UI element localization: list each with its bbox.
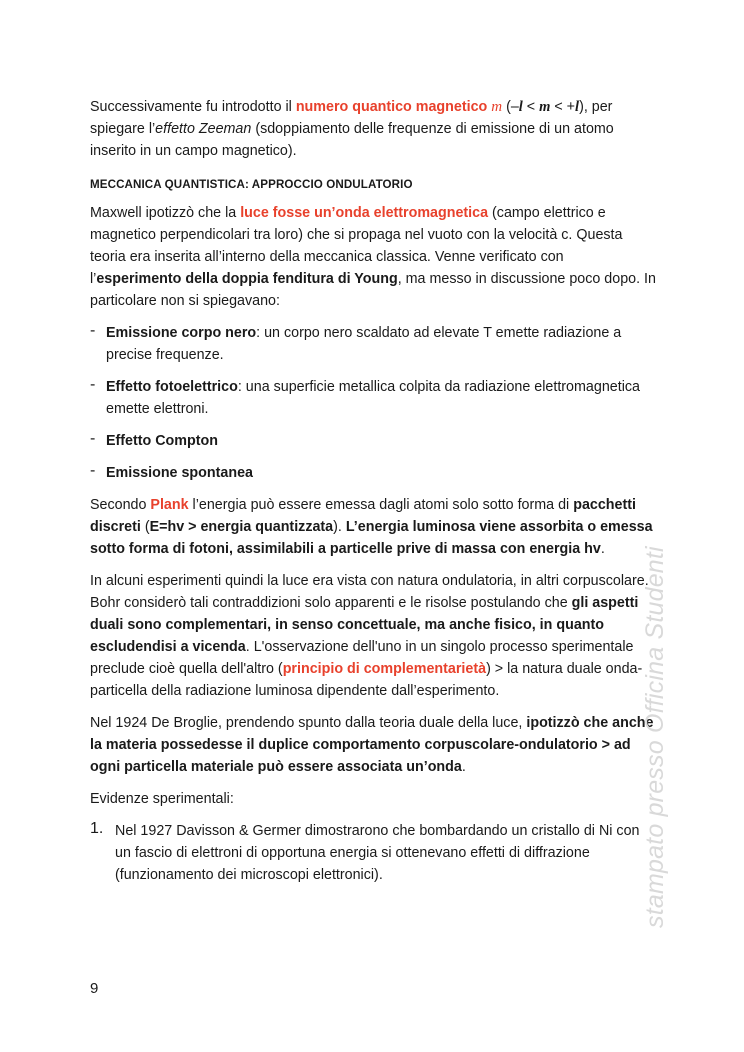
text: Successivamente fu introdotto il <box>90 99 296 115</box>
dash-marker: - <box>90 376 96 393</box>
symbol-l: l <box>575 99 580 115</box>
paragraph-maxwell <box>90 202 656 312</box>
bold-text: gli aspetti duali sono complementari, in senso concettuale, ma anche fisico, in quanto escludendisi a vicenda <box>90 595 639 655</box>
dash-marker: - <box>90 462 96 479</box>
dash-marker: - <box>90 322 96 339</box>
paragraph-magnetic-number <box>90 96 656 162</box>
list-number: 1. <box>90 820 104 837</box>
text: (campo elettrico e magnetico perpendicolari tra loro) che si propaga nel vuoto con la velocità c. Questa teoria era inserita all’interno della meccanica classica. Venne verificato con l’ <box>90 205 623 287</box>
bullet-item <box>90 462 656 484</box>
text: < + <box>550 99 576 115</box>
text: (sdoppiamento delle frequenze di emissione di un atomo inserito in un campo magnetico). <box>90 121 614 159</box>
bullet-text: : un corpo nero scaldato ad elevate T emette radiazione a precise frequenze. <box>106 325 622 363</box>
text: ), per <box>579 99 613 115</box>
highlight-complementarity: principio di complementarietà <box>282 661 487 677</box>
text: ( <box>140 519 150 535</box>
page-number: 9 <box>90 980 99 997</box>
symbol-l: l <box>518 99 523 115</box>
bold-text: E=hv > energia quantizzata <box>149 519 334 535</box>
text: , ma messo in discussione poco dopo. In particolare non si spiegavano: <box>90 271 656 309</box>
text: Maxwell ipotizzò che la <box>90 205 241 221</box>
symbol-m: m <box>491 99 503 115</box>
text: Secondo <box>90 497 151 513</box>
highlight-magnetic-number: numero quantico magnetico <box>295 99 488 115</box>
section-heading: MECCANICA QUANTISTICA: APPROCCIO ONDULATORIO <box>90 178 413 191</box>
text: . <box>461 759 466 775</box>
text: In alcuni esperimenti quindi la luce era vista con natura ondulatoria, in altri corpuscolare. Bohr considerò tali contraddizioni solo apparenti e le risolse postulando che <box>90 573 649 611</box>
bold-text: pacchetti discreti <box>90 497 636 535</box>
paragraph-plank <box>90 494 656 560</box>
bullet-item <box>90 430 656 452</box>
page-content <box>90 96 656 886</box>
watermark: stampato presso Officina Studenti <box>641 546 669 928</box>
bold-text: L’energia luminosa viene assorbita o emessa sotto forma di fotoni, assimilabili a particelle prive di massa con energia hv <box>90 519 653 557</box>
text: spiegare l’ <box>90 121 156 137</box>
bullet-text: : una superficie metallica colpita da radiazione elettromagnetica emette elettroni. <box>106 379 640 417</box>
symbol-m: m <box>539 99 551 115</box>
bullet-title: Effetto Compton <box>106 433 218 449</box>
bullet-title: Effetto fotoelettrico <box>106 379 238 395</box>
text: ). <box>333 519 346 535</box>
bold-young: esperimento della doppia fenditura di Young <box>96 271 398 287</box>
text: (– <box>502 99 519 115</box>
term-zeeman: effetto Zeeman <box>155 121 252 137</box>
paragraph-de-broglie <box>90 712 656 778</box>
list-item-text: Nel 1927 Davisson & Germer dimostrarono che bombardando un cristallo di Ni con un fascio di elettroni di opportuna energia si ottenevano effetti di diffrazione (funzionamento dei microscopi elettronici). <box>115 823 640 883</box>
paragraph-evidence: Evidenze sperimentali: <box>90 791 234 807</box>
highlight-em-wave: luce fosse un’onda elettromagnetica <box>240 205 489 221</box>
dash-marker: - <box>90 430 96 447</box>
bullet-item <box>90 376 656 420</box>
bullet-title: Emissione spontanea <box>106 465 253 481</box>
text: < <box>522 99 540 115</box>
highlight-plank: Plank <box>150 497 189 513</box>
text: l’energia può essere emessa dagli atomi solo sotto forma di <box>188 497 574 513</box>
text: . <box>600 541 605 557</box>
text: ) > la natura duale onda-particella della radiazione luminosa dipendente dall’esperimento. <box>90 661 643 699</box>
text: Nel 1924 De Broglie, prendendo spunto dalla teoria duale della luce, <box>90 715 527 731</box>
list-item <box>90 820 656 886</box>
bullet-item <box>90 322 656 366</box>
text: . L'osservazione dell'uno in un singolo processo sperimentale preclude cioè quella dell'altro ( <box>90 639 634 677</box>
bullet-title: Emissione corpo nero <box>106 325 257 341</box>
paragraph-bohr <box>90 570 656 702</box>
bold-text: ipotizzò che anche la materia possedesse il duplice comportamento corpuscolare-ondulatorio > ad ogni particella materiale può essere associata un’onda <box>90 715 654 775</box>
